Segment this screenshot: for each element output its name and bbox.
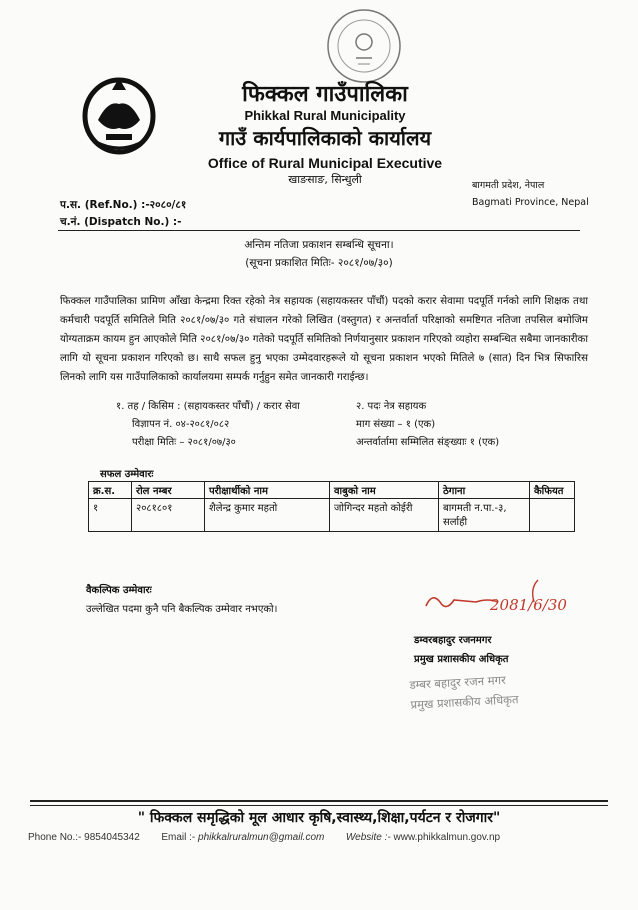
footer-divider (30, 800, 608, 806)
table-header-row (89, 482, 575, 499)
alternate-text: उल्लेखित पदमा कुनै पनि बैकल्पिक उम्मेवार नभएको। (86, 604, 278, 615)
notice-published-date: (सूचना प्रकाशित मितिः- २०८१/०७/३०) (245, 257, 393, 269)
signature-date: 2081/6/30 (490, 596, 567, 614)
phone-number: 9854045342 (84, 832, 140, 843)
stamp-title: प्रमुख प्रशासकीय अधिकृत (410, 692, 519, 712)
results-table (88, 481, 575, 532)
advertisement-number: विज्ञापन नं. ०४-२०८१/०८२ (132, 419, 230, 430)
col-remarks: कैफियत (530, 482, 575, 499)
demand-count: माग संख्या – १ (एक) (356, 419, 436, 430)
signer-block (414, 632, 508, 670)
reference-block (60, 198, 186, 232)
email-link[interactable]: phikkalruralmun@gmail.com (198, 832, 325, 843)
footer-contact (28, 832, 618, 843)
exam-date: परीक्षा मितिः – २०८१/०७/३० (132, 437, 236, 448)
details-left (116, 398, 300, 452)
signer-title: प्रमुख प्रशासकीय अधिकृत (414, 654, 509, 665)
website-label: Website :- (345, 832, 391, 843)
interview-count: अन्तर्वार्तामा सम्मिलित संङ्ख्याः १ (एक) (356, 437, 500, 448)
post-name: २. पदः नेत्र सहायक (356, 401, 427, 412)
province-np: बागमती प्रदेश, नेपाल (472, 180, 545, 191)
province-en: Bagmati Province, Nepal (472, 197, 589, 208)
location-np: खाङसाङ, सिन्धुली (288, 173, 362, 186)
cell-address: बागमती न.पा.-३, सर्लाही (439, 499, 530, 532)
col-serial: क्र.स. (89, 482, 132, 499)
footer-motto: " फिक्कल समृद्धिको मूल आधार कृषि,स्वास्थ्य,शिक्षा,पर्यटन र रोजगार" (137, 810, 501, 826)
details-right (356, 398, 499, 452)
alternate-label: वैकल्पिक उम्मेवारः (86, 585, 152, 596)
ref-number: प.स. (Ref.No.) :-२०८०/८१ (60, 199, 187, 211)
cell-serial: १ (89, 499, 132, 532)
col-candidate-name: परीक्षार्थीको नाम (205, 482, 330, 499)
header-divider (58, 230, 580, 231)
notice-title: अन्तिम नतिजा प्रकाशन सम्बन्धि सूचना। (244, 239, 394, 251)
handwritten-signature (418, 572, 588, 620)
municipality-name-en: Phikkal Rural Municipality (244, 108, 406, 123)
service-type: १. तह / किसिम : (सहायकस्तर पाँचौं) / करार सेवा (116, 401, 300, 412)
stamp-name: डम्बर बहादुर रजन मगर (409, 672, 507, 692)
municipality-name-np: फिक्कल गाउँपालिका (242, 82, 408, 107)
signer-name: डम्वरबहादुर रजनमगर (414, 635, 492, 646)
office-name-np: गाउँ कार्यपालिकाको कार्यालय (218, 126, 432, 150)
coat-of-arms-emblem (78, 70, 160, 156)
alternate-block (86, 582, 277, 620)
cell-remarks (530, 499, 575, 532)
office-name-en: Office of Rural Municipal Executive (207, 155, 443, 171)
notice-body: फिक्कल गाउँपालिका प्रामिण आँखा केन्द्रमा रिक्त रहेको नेत्र सहायक (सहायकस्तर पाँचौं) पदको करार सेवामा पदपूर्ति गर्नको लागि शिक्षक तथा कर्मचारी पदपूर्ति समितिले मिति २०८१/०७/३० गते संचालन गरेको लिखित (वस्तुगत) र अन्तर्वार्ता परिक्षाको समष्टिगत नतिजा तपसिल बमोजिम योग्यताक्रम कायम हुन आएकोले मिति २०८१/०७/३० गतेको पदपूर्ति समितिको निर्णयानुसार प्रकाशन गरिएको व्यहोरा सम्बन्धित सबैमा जानकारीका लागि यो सूचना प्रकाशन गरिएको छ। साथै सफल हुनु भएका उम्मेदवारहरूले यो सूचना प्रकाशन भएको मितिले ७ (सात) दिन भित्र सिफारिस लिनको लागि यस गाउँपालिकाको कार्यालयमा सम्पर्क गर्नुहुन समेत जानकारी गराईन्छ। (60, 296, 588, 383)
col-roll-number: रोल नम्बर (132, 482, 205, 499)
email-label: Email :- (161, 832, 196, 843)
official-seal-stamp (318, 4, 410, 88)
cell-roll-number: २०८१८०१ (132, 499, 205, 532)
province-block (472, 178, 612, 214)
col-address: ठेगाना (439, 482, 530, 499)
name-stamp (409, 669, 519, 715)
dispatch-number: च.नं. (Dispatch No.) :- (60, 216, 182, 228)
cell-candidate-name: शैलेन्द्र कुमार महतो (205, 499, 330, 532)
website-link[interactable]: www.phikkalmun.gov.np (393, 832, 501, 843)
phone-label: Phone No.:- (28, 832, 82, 843)
successful-candidates-label: सफल उम्मेवारः (100, 469, 154, 480)
cell-father-name: जोगिन्दर महतो कोईरी (330, 499, 439, 532)
col-father-name: वाबुको नाम (330, 482, 439, 499)
table-row (89, 499, 575, 532)
